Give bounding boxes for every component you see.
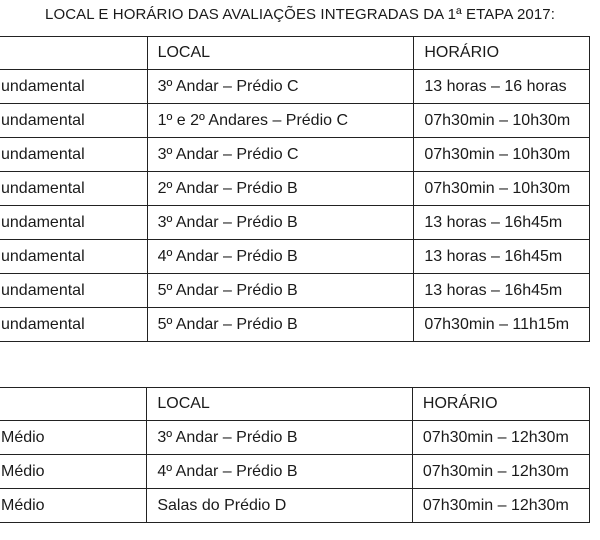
- table-row: [0, 240, 590, 274]
- schedule-table-medio: [0, 387, 590, 523]
- table-row: [0, 489, 590, 523]
- table-row: [0, 206, 590, 240]
- level-cell: undamental: [0, 172, 147, 206]
- local-cell: 3º Andar – Prédio B: [147, 421, 413, 455]
- local-cell: 3º Andar – Prédio C: [147, 70, 414, 104]
- level-cell: Médio: [0, 489, 147, 523]
- table-header-row: [0, 37, 590, 70]
- level-cell: undamental: [0, 104, 147, 138]
- header-local: LOCAL: [147, 388, 413, 421]
- horario-cell: 07h30min – 11h15m: [414, 308, 590, 342]
- horario-cell: 13 horas – 16 horas: [414, 70, 590, 104]
- header-horario: HORÁRIO: [412, 388, 589, 421]
- horario-cell: 07h30min – 12h30m: [412, 489, 589, 523]
- header-local: LOCAL: [147, 37, 414, 70]
- local-cell: 2º Andar – Prédio B: [147, 172, 414, 206]
- table-row: [0, 455, 590, 489]
- header-horario: HORÁRIO: [414, 37, 590, 70]
- schedule-table-fundamental: [0, 36, 590, 342]
- table-row: [0, 274, 590, 308]
- table-row: [0, 308, 590, 342]
- horario-cell: 13 horas – 16h45m: [414, 240, 590, 274]
- local-cell: 1º e 2º Andares – Prédio C: [147, 104, 414, 138]
- horario-cell: 07h30min – 12h30m: [412, 455, 589, 489]
- horario-cell: 13 horas – 16h45m: [414, 206, 590, 240]
- level-cell: undamental: [0, 274, 147, 308]
- level-cell: Médio: [0, 421, 147, 455]
- local-cell: 5º Andar – Prédio B: [147, 308, 414, 342]
- horario-cell: 07h30min – 12h30m: [412, 421, 589, 455]
- local-cell: 4º Andar – Prédio B: [147, 455, 413, 489]
- level-cell: undamental: [0, 308, 147, 342]
- level-cell: undamental: [0, 240, 147, 274]
- horario-cell: 07h30min – 10h30m: [414, 138, 590, 172]
- table-row: [0, 421, 590, 455]
- horario-cell: 13 horas – 16h45m: [414, 274, 590, 308]
- table-row: [0, 104, 590, 138]
- header-blank-cell: [0, 388, 147, 421]
- horario-cell: 07h30min – 10h30m: [414, 172, 590, 206]
- local-cell: 5º Andar – Prédio B: [147, 274, 414, 308]
- local-cell: 3º Andar – Prédio C: [147, 138, 414, 172]
- level-cell: undamental: [0, 70, 147, 104]
- horario-cell: 07h30min – 10h30m: [414, 104, 590, 138]
- local-cell: 3º Andar – Prédio B: [147, 206, 414, 240]
- table-row: [0, 172, 590, 206]
- level-cell: Médio: [0, 455, 147, 489]
- table-header-row: [0, 388, 590, 421]
- table-row: [0, 70, 590, 104]
- page-title: LOCAL E HORÁRIO DAS AVALIAÇÕES INTEGRADAS DA 1ª ETAPA 2017:: [45, 6, 555, 23]
- local-cell: Salas do Prédio D: [147, 489, 413, 523]
- level-cell: undamental: [0, 138, 147, 172]
- table-row: [0, 138, 590, 172]
- local-cell: 4º Andar – Prédio B: [147, 240, 414, 274]
- header-blank-cell: [0, 37, 147, 70]
- level-cell: undamental: [0, 206, 147, 240]
